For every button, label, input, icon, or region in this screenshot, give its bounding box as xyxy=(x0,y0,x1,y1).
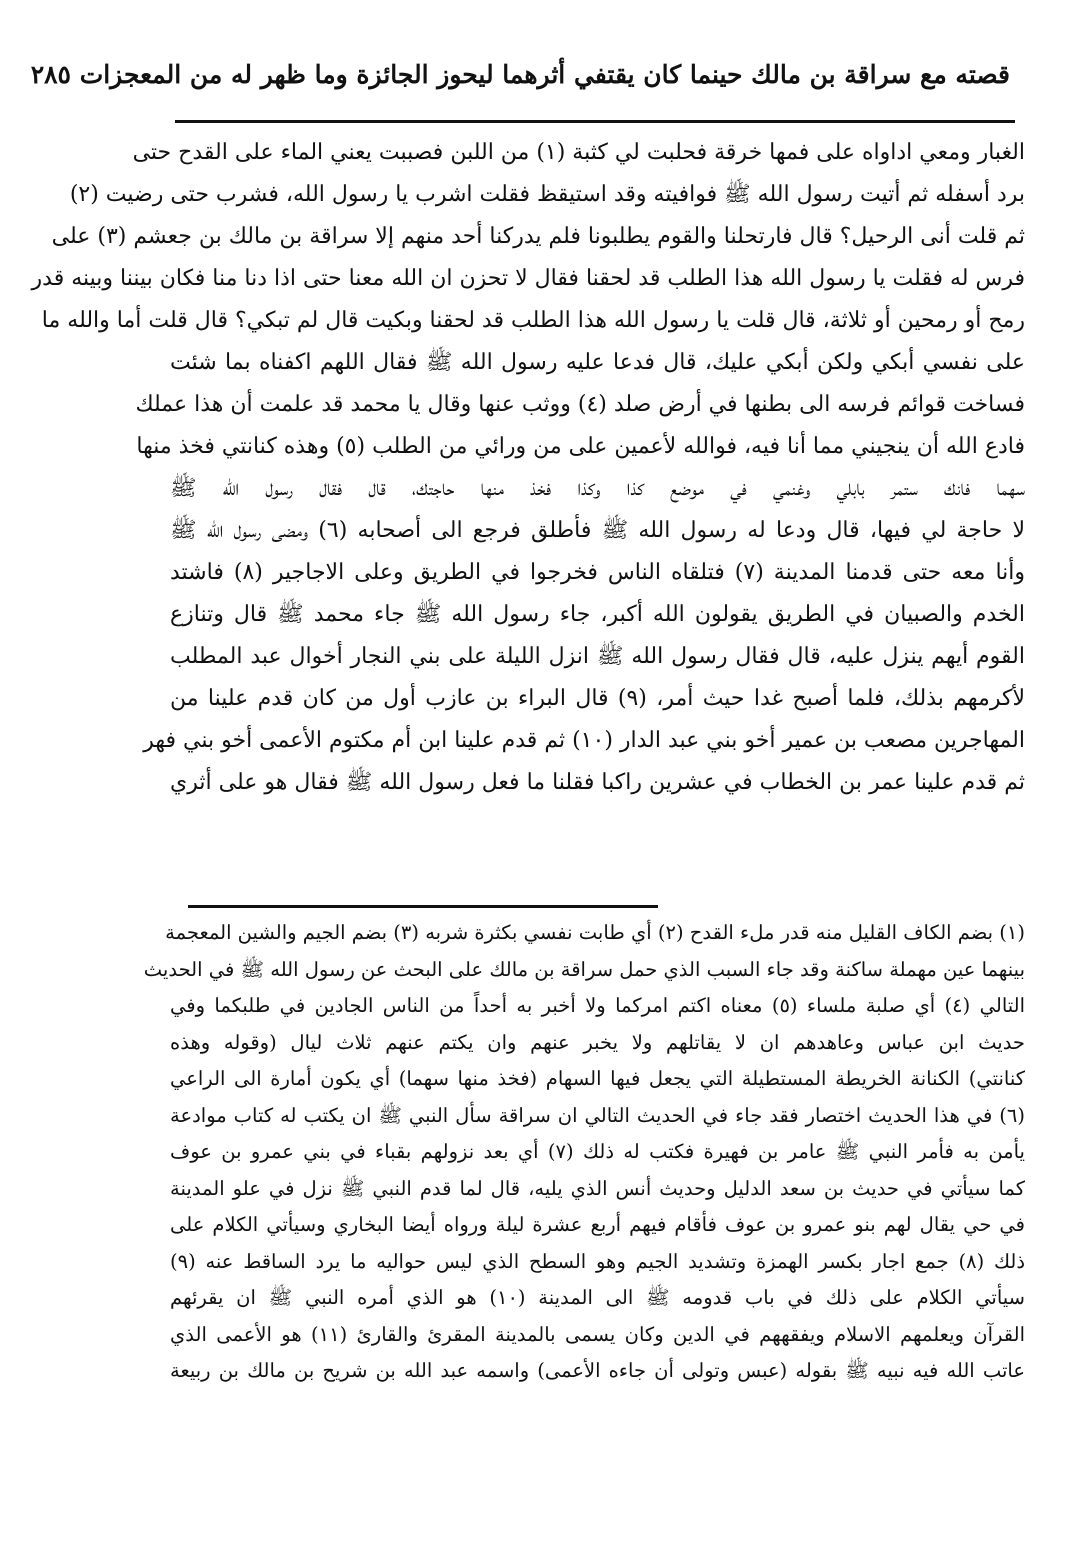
text-line: سهما فانك ستمر بابلي وغنمي في موضع كذا وكذا فخذ منها حاجتك، قال فقال رسول الله ﷺ xyxy=(170,476,1025,501)
text-line: فساخت قوائم فرسه الى بطنها في أرض صلد (٤) ووثب عنها وقال يا محمد قد علمت أن هذا عملك xyxy=(135,392,1025,417)
footnote-line: عاتب الله فيه نبيه ﷺ بقوله (عبس وتولى أن جاءه الأعمى) واسمه عبد الله بن شريح بن مالك بن ربيعة xyxy=(170,1359,1025,1382)
footnote-line: بينهما عين مهملة ساكنة وقد جاء السبب الذي حمل سراقة بن مالك على البحث عن رسول الله ﷺ في الحديث xyxy=(143,957,1025,981)
text-line: وأنا معه حتى قدمنا المدينة (٧) فتلقاه الناس فخرجوا في الطريق وعلى الاجاجير (٨) فاشتد xyxy=(170,560,1026,585)
running-header: قصته مع سراقة بن مالك حينما كان يقتفي أثرهما ليحوز الجائزة وما ظهر له من المعجزات ٢٨٥ xyxy=(30,60,1010,89)
footnote-line: التالي (٤) أي صلبة ملساء (٥) معناه اكتم امركما ولا أخبر به أحداً من الناس الجادين في طلبكما وفي xyxy=(170,994,1026,1017)
text-line: ثم قلت أنى الرحيل؟ قال فارتحلنا والقوم يطلبونا فلم يدركنا أحد منهم إلا سراقة بن مالك بن جعشم (٣) على xyxy=(51,224,1025,249)
header-rule xyxy=(175,120,1015,123)
text-line: الغبار ومعي اداواه على فمها خرقة فحلبت لي كثبة (١) من اللبن فصببت يعني الماء على القدح حتى xyxy=(132,140,1025,165)
footnote-separator xyxy=(188,905,658,908)
text-line: لا حاجة لي فيها، قال ودعا له رسول الله ﷺ فأطلق فرجع الى أصحابه (٦) ومضى رسول الله ﷺ xyxy=(170,518,1025,543)
main-text-block xyxy=(31,132,1026,804)
text-line: فرس له فقلت يا رسول الله هذا الطلب قد لحقنا فقال لا تحزن ان الله معنا حتى اذا دنا منا فكان بيننا وبينه قدر xyxy=(31,266,1025,291)
footnote-line: كما سيأتي في حديث بن سعد الدليل وحديث أنس الذي يليه، قال لما قدم النبي ﷺ نزل في علو المدينة xyxy=(170,1176,1025,1200)
text-line: رمح أو رمحين أو ثلاثة، قال قلت يا رسول الله هذا الطلب قد لحقنا وبكيت قال لم تبكي؟ قال قلت أما والله ما xyxy=(41,308,1025,333)
footnote-line: كنانتي) الكنانة الخريطة المستطيلة التي يجعل فيها السهام (فخذ منها سهما) أي يكون أمارة الى الراعي xyxy=(170,1067,1025,1090)
text-line: فادع الله أن ينجيني مما أنا فيه، فوالله لأعمين على من ورائي من الطلب (٥) وهذه كنانتي فخذ منها xyxy=(136,434,1025,459)
text-line: على نفسي أبكي ولكن أبكي عليك، قال فدعا عليه رسول الله ﷺ فقال اللهم اكفناه بما شئت xyxy=(170,350,1025,375)
footnote-line: القرآن ويعلمهم الاسلام ويفقههم في الدين وكان يسمى بالمدينة المقرئ والقارئ (١١) هو الأعمى الذي xyxy=(170,1322,1025,1346)
footnote-line: في حي يقال لهم بنو عمرو بن عوف فأقام فيهم أربع عشرة ليلة ورواه أيضا البخاري وسيأتي الكلام على xyxy=(170,1213,1025,1236)
footnote-line: (٦) في هذا الحديث اختصار فقد جاء في الحديث التالي ان سراقة سأل النبي ﷺ ان يكتب له كتاب موادعة xyxy=(170,1103,1025,1127)
footnote-line: يأمن به فأمر النبي ﷺ عامر بن فهيرة فكتب له ذلك (٧) أي بعد نزولهم بقباء في بني عمرو بن عوف xyxy=(170,1140,1025,1163)
text-line: لأكرمهم بذلك، فلما أصبح غدا حيث أمر، (٩) قال البراء بن عازب أول من كان قدم علينا من xyxy=(170,686,1025,711)
text-line: ثم قدم علينا عمر بن الخطاب في عشرين راكبا فقلنا ما فعل رسول الله ﷺ فقال هو على أثري xyxy=(170,770,1025,795)
footnote-line: سيأتي الكلام على ذلك في باب قدومه ﷺ الى المدينة (١٠) هو الذي أمره النبي ﷺ ان يقرئهم xyxy=(170,1286,1025,1309)
footnote-line: (١) بضم الكاف القليل منه قدر ملء القدح (٢) أي طابت نفسي بكثرة شربه (٣) بضم الجيم والشين المعجمة xyxy=(165,921,1025,944)
text-line: برد أسفله ثم أتيت رسول الله ﷺ فوافيته وقد استيقظ فقلت اشرب يا رسول الله، فشرب حتى رضيت (٢) xyxy=(69,182,1025,207)
text-line: الخدم والصبيان في الطريق يقولون الله أكبر، جاء رسول الله ﷺ جاء محمد ﷺ قال وتنازع xyxy=(170,602,1025,627)
footnote-line: حديث ابن عباس وعاهدهم ان لا يقاتلهم ولا يخبر عنهم وان يكتم عنهم ثلاث ليال (وقوله وهذه xyxy=(170,1030,1025,1054)
text-line: المهاجرين مصعب بن عمير أخو بني عبد الدار (١٠) ثم قدم علينا ابن أم مكتوم الأعمى أخو بني فهر xyxy=(143,728,1025,753)
footnotes-block xyxy=(143,915,1026,1390)
footnote-line: ذلك (٨) جمع اجار بكسر الهمزة وتشديد الجيم وهو السطح الذي ليس حواليه ما يرد الساقط عنه (٩) xyxy=(170,1249,1026,1273)
text-line: القوم أيهم ينزل عليه، قال فقال رسول الله ﷺ انزل الليلة على بني النجار أخوال عبد المطلب xyxy=(170,644,1025,669)
